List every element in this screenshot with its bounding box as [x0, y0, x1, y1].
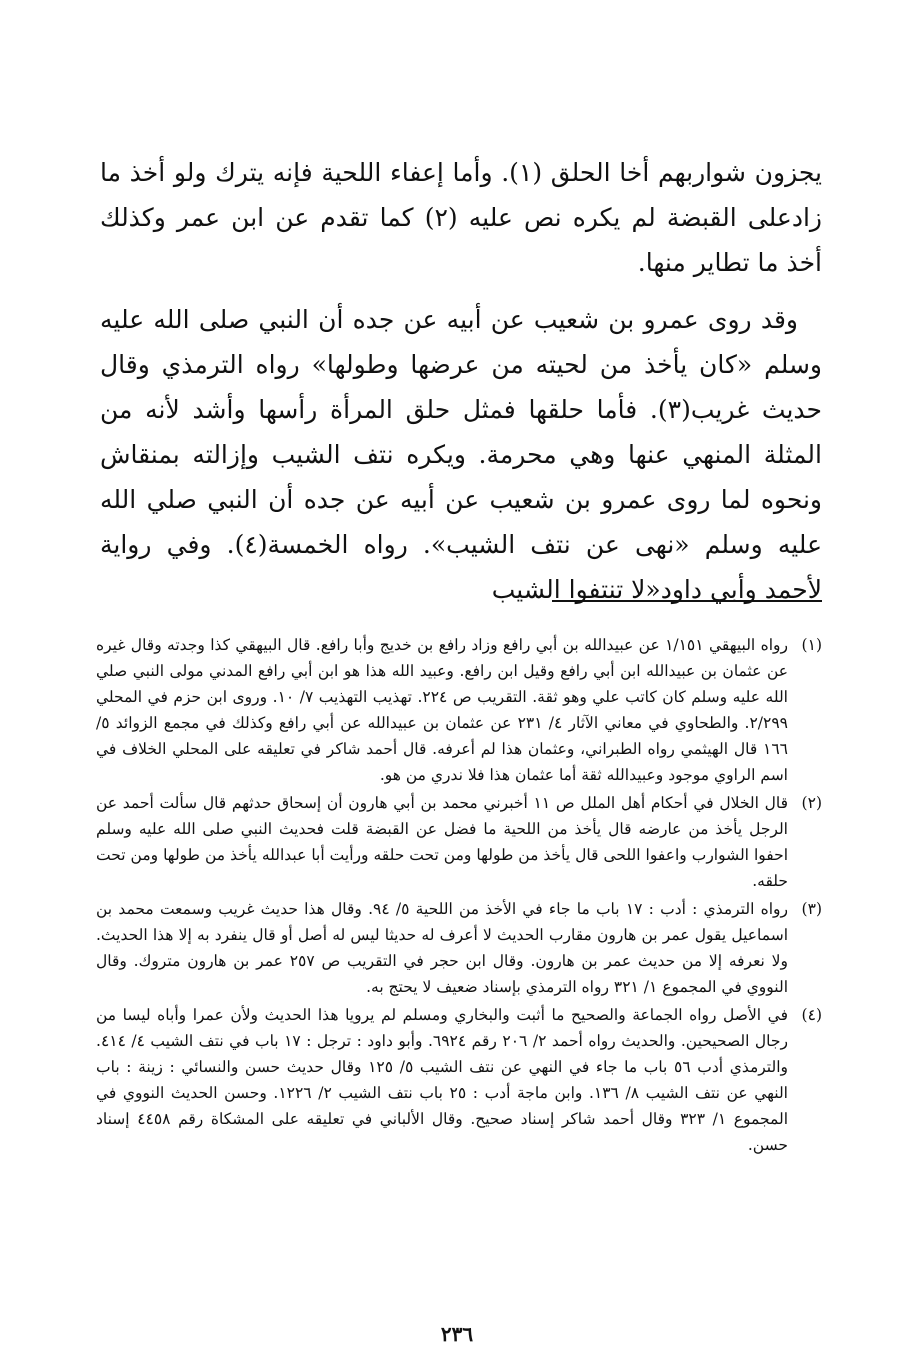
- footnote-2: [96, 790, 822, 894]
- footnote-number: (١): [801, 636, 822, 654]
- page-number: ٢٣٦: [440, 1322, 474, 1346]
- main-text: [100, 150, 822, 612]
- footnote-number: (٤): [801, 1006, 822, 1024]
- footnote-4: [96, 1002, 822, 1158]
- footnote-text: قال الخلال في أحكام أهل الملل ص ١١ أخبرني محمد بن أبي هارون أن إسحاق حدثهم قال سألت أحمد عن الرجل يأخذ من عارضه قال يأخذ من اللحية ما فضل عن القبضة قلت فحديث النبي صلى الله عليه وسلم احفوا الشوارب واعفوا اللحى قال يأخذ من طولها ومن تحت حلقه ورأيت أبا عبدالله يأخذ من طولها ومن تحت حلقه.: [96, 794, 789, 890]
- footnotes: [96, 632, 822, 1160]
- footnote-text: رواه الترمذي : أدب : ١٧ باب ما جاء في الأخذ من اللحية ٥/ ٩٤. وقال هذا حديث غريب وسمعت محمد بن اسماعيل يقول عمر بن هارون مقارب الحديث لا أعرف له حديثا ليس له أصل أو قال ينفرد به إلا هذا الحديث. ولا نعرفه إلا من حديث عمر بن هارون. وقال ابن حجر في التقريب ص ٢٥٧ عمر بن هارون متروك. وقال النووي في المجموع ١/ ٣٢١ رواه الترمذي بإسناد ضعيف لا يحتج به.: [96, 900, 789, 996]
- footnote-1: [96, 632, 822, 788]
- paragraph-2: وقد روى عمرو بن شعيب عن أبيه عن جده أن النبي صلى الله عليه وسلم «كان يأخذ من لحيته من عرضها وطولها» رواه الترمذي وقال حديث غريب(٣). فأما حلقها فمثل حلق المرأة رأسها وأشد لأنه من المثلة المنهي عنها وهي محرمة. ويكره نتف الشيب وإزالته بمنقاش ونحوه لما روى عمرو بن شعيب عن أبيه عن جده أن النبي صلي الله عليه وسلم «نهى عن نتف الشيب». رواه الخمسة(٤). وفي رواية لأحمد وأبي داود«لا تنتفوا الشيب: [100, 305, 823, 604]
- footnote-text: في الأصل رواه الجماعة والصحيح ما أثبت والبخاري ومسلم لم يرويا هذا الحديث ولأن عمرا وأباه ليسا من رجال الصحيحين. والحديث رواه أحمد ٢/ ٢٠٦ رقم ٦٩٢٤. وأبو داود : ترجل : ١٧ باب في نتف الشيب ٤/ ٤١٤. والترمذي أدب ٥٦ باب ما جاء في النهي عن نتف الشيب ٥/ ١٢٥ وقال حديث حسن والنسائي : زينة : باب النهي عن نتف الشيب ٨/ ١٣٦. وابن ماجة أدب : ٢٥ باب نتف الشيب ٢/ ١٢٢٦. وحسن الحديث النووي في المجموع ١/ ٣٢٣ وقال أحمد شاكر إسناد صحيح. وقال الألباني في تعليقه على المشكاة رقم ٤٤٥٨ إسناد حسن.: [96, 1006, 789, 1154]
- footnote-text: رواه البيهقي ١/١٥١ عن عبيدالله بن أبي رافع وزاد رافع بن خديج وأبا رافع. قال البيهقي كذا وجدته وقال غيره عن عثمان بن عبيدالله ابن أبي رافع وقيل ابن رافع. وعبيد الله هذا هو ابن أبي رافع المدني مولى النبي صلي الله عليه وسلم كان كاتب علي وهو ثقة. التقريب ص ٢٢٤. تهذيب التهذيب ٧/ ١٠. وروى ابن حزم في المحلي ٢/٢٩٩. والطحاوي في معاني الآثار ٤/ ٢٣١ عن عثمان بن عبيدالله عن أبي رافع وكذلك في مجمع الزوائد ٥/ ١٦٦ قال الهيثمي رواه الطبراني، وعثمان هذا لم أعرفه. قال أحمد شاكر في تعليقه على المحلي الخلاف في اسم الراوي موجود وعبيدالله ثقة أما عثمان هذا فلا ندري من هو.: [96, 636, 788, 784]
- paragraph-1: يجزون شواربهم أخا الحلق (١). وأما إعفاء اللحية فإنه يترك ولو أخذ ما زادعلى القبضة لم يكره نص عليه (٢) كما تقدم عن ابن عمر وكذلك أخذ ما تطاير منها.: [100, 158, 822, 277]
- footnote-separator: [552, 600, 822, 602]
- footnote-3: [96, 896, 822, 1000]
- footnote-number: (٣): [801, 900, 822, 918]
- footnote-number: (٢): [801, 794, 822, 812]
